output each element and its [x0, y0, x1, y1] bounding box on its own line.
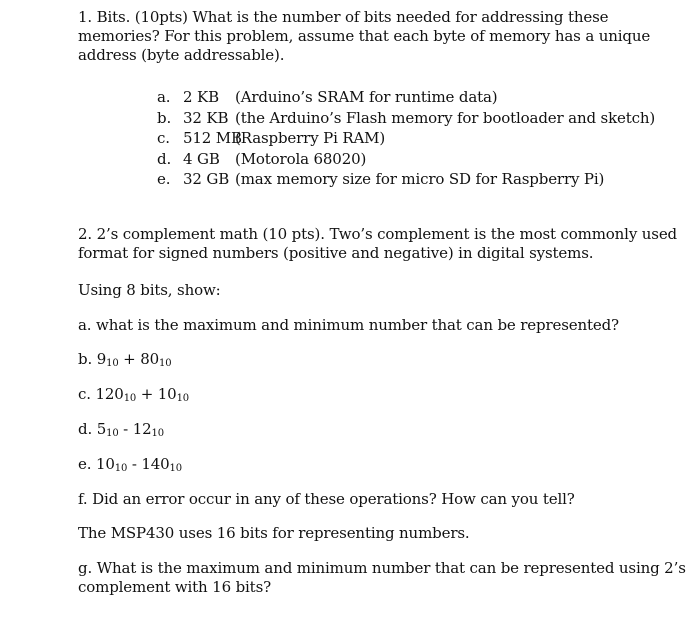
operand-1: 9	[96, 350, 107, 368]
memory-list	[157, 87, 655, 190]
question-2f: f. Did an error occur in any of these operations? How can you tell?	[78, 490, 575, 508]
memory-description: (Motorola 68020)	[235, 149, 367, 168]
base-subscript: 10	[106, 358, 119, 369]
operand-1: 120	[95, 385, 124, 403]
memory-item-b	[157, 108, 655, 129]
memory-description: (the Arduino’s Flash memory for bootloader and sketch)	[235, 108, 656, 127]
base-subscript: 10	[159, 358, 172, 369]
memory-description: (Raspberry Pi RAM)	[235, 129, 386, 147]
question-2e	[78, 455, 690, 478]
base-subscript: 10	[114, 463, 128, 474]
operator: +	[118, 350, 141, 368]
base-subscript: 10	[151, 428, 164, 439]
memory-item-e	[157, 169, 655, 190]
operator: -	[118, 420, 133, 438]
operand-1: 10	[95, 455, 115, 473]
item-marker: a.	[157, 88, 171, 106]
item-prefix: c.	[78, 385, 96, 403]
memory-item-c	[157, 128, 655, 149]
operator: +	[136, 385, 158, 403]
memory-size: 32 KB	[183, 108, 229, 127]
operand-2: 80	[140, 350, 159, 368]
question-2-intro: 2. 2’s complement math (10 pts). Two’s complement is the most commonly used format for signed numbers (positive and negative) in digital systems.	[78, 225, 677, 262]
memory-size: 4 GB	[183, 149, 220, 168]
base-subscript: 10	[106, 428, 119, 439]
operand-2: 12	[132, 420, 152, 438]
question-2b	[78, 350, 690, 373]
question-1-text: 1. Bits. (10pts) What is the number of bits needed for addressing these memories? For this problem, assume that each byte of memory has a unique address (byte addressable).	[78, 8, 651, 64]
item-marker: d.	[157, 149, 172, 168]
item-marker: e.	[157, 170, 171, 188]
base-subscript: 10	[176, 393, 190, 404]
question-2g: g. What is the maximum and minimum number that can be represented using 2’s complement with 16 bits?	[78, 559, 686, 596]
msp430-statement: The MSP430 uses 16 bits for representing numbers.	[78, 524, 470, 542]
memory-item-a	[157, 87, 655, 108]
memory-size: 2 KB	[183, 88, 219, 106]
base-subscript: 10	[123, 393, 137, 404]
item-marker: b.	[157, 108, 172, 127]
question-2d	[78, 420, 690, 443]
memory-size: 32 GB	[183, 170, 230, 188]
base-subscript: 10	[169, 463, 182, 474]
question-2a: a. what is the maximum and minimum number that can be represented?	[78, 316, 619, 334]
memory-size: 512 MB	[183, 129, 242, 147]
question-2c	[78, 385, 690, 408]
operand-2: 140	[141, 455, 170, 473]
item-prefix: e.	[78, 455, 96, 473]
question-2-using: Using 8 bits, show:	[78, 281, 221, 299]
operand-1: 5	[96, 420, 107, 438]
item-marker: c.	[157, 129, 170, 147]
operand-2: 10	[157, 385, 177, 403]
memory-description: (Arduino’s SRAM for runtime data)	[235, 88, 498, 106]
item-prefix: d.	[78, 420, 97, 438]
memory-item-d	[157, 149, 655, 170]
memory-description: (max memory size for micro SD for Raspberry Pi)	[235, 170, 605, 188]
operator: -	[127, 455, 142, 473]
item-prefix: b.	[78, 350, 97, 368]
